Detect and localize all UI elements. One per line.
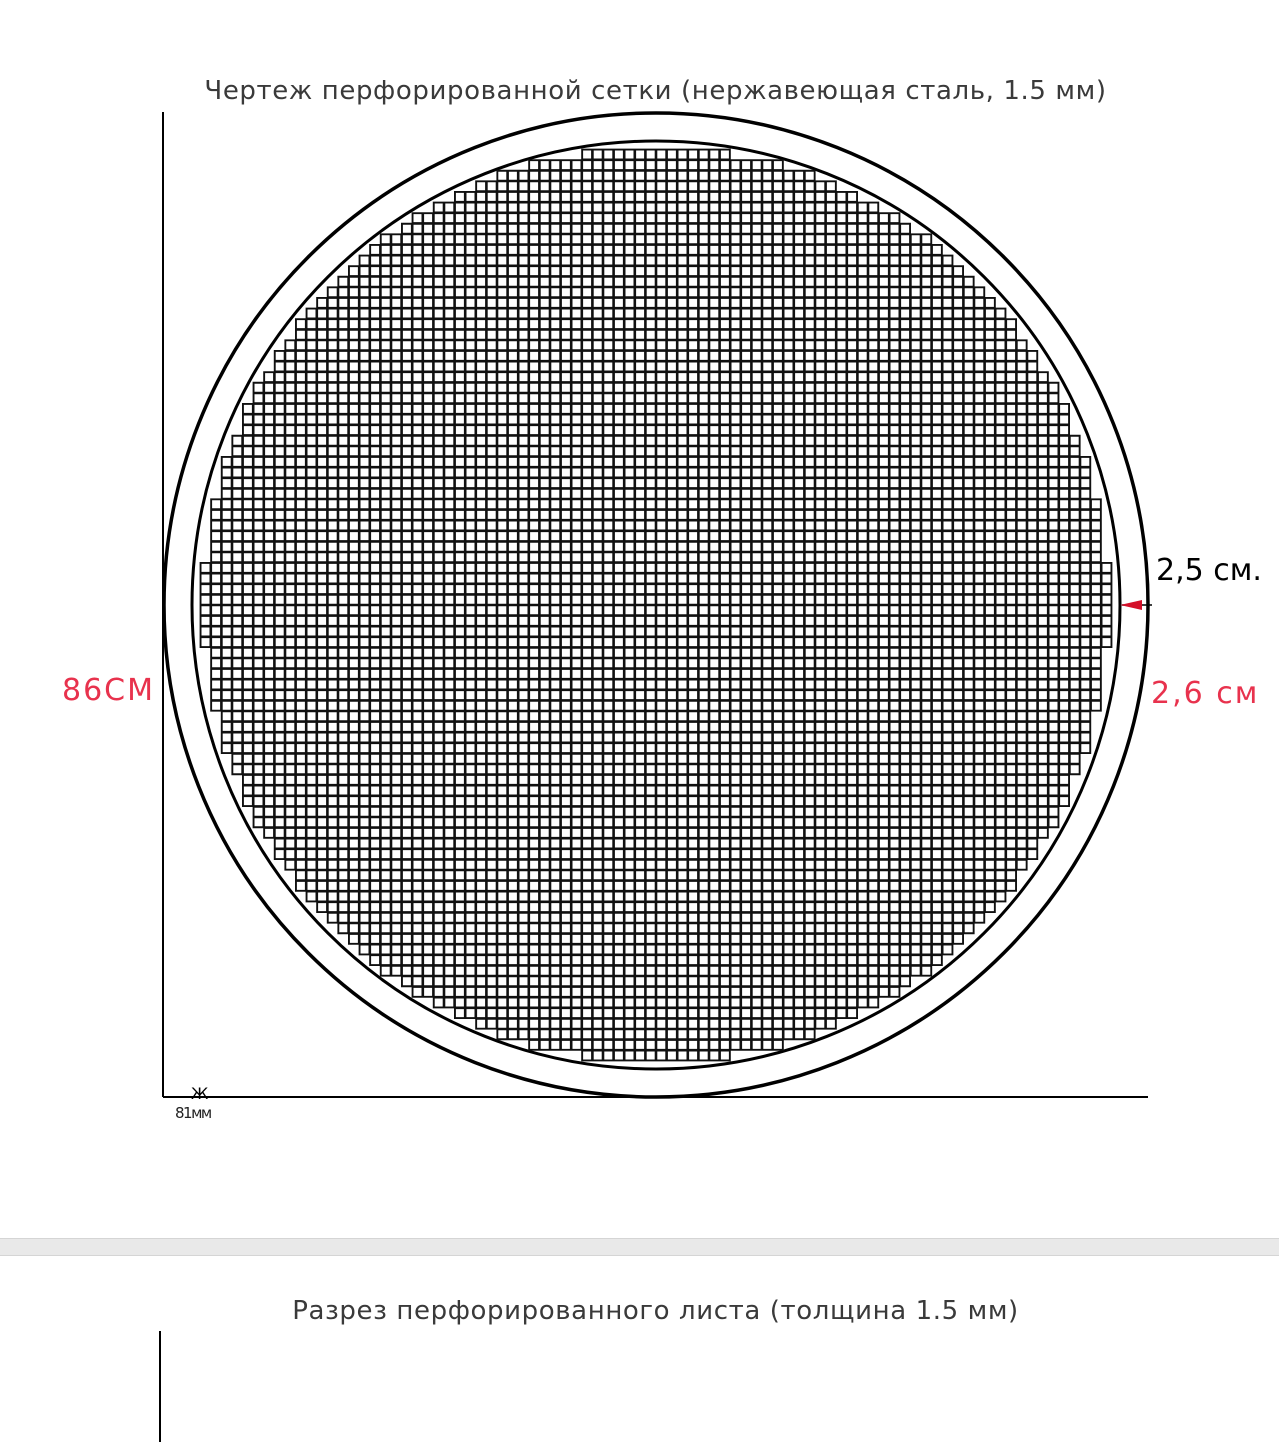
section-drawing	[0, 1256, 1279, 1442]
scale-label: 81мм	[175, 1104, 211, 1122]
perforation-mesh	[180, 129, 1131, 1080]
diameter-label: 86СМ	[62, 673, 156, 708]
drawing-title: Чертеж перфорированной сетки (нержавеющая сталь, 1.5 мм)	[204, 76, 1107, 106]
rim-width-label: 2,5 см.	[1156, 553, 1262, 588]
scale-mark-label: Ж	[191, 1084, 209, 1103]
panel-divider	[0, 1238, 1279, 1256]
section-panel	[0, 1256, 1279, 1442]
rim-offset-label: 2,6 см	[1151, 676, 1260, 711]
section-title: Разрез перфорированного листа (толщина 1.5 мм)	[292, 1296, 1019, 1326]
